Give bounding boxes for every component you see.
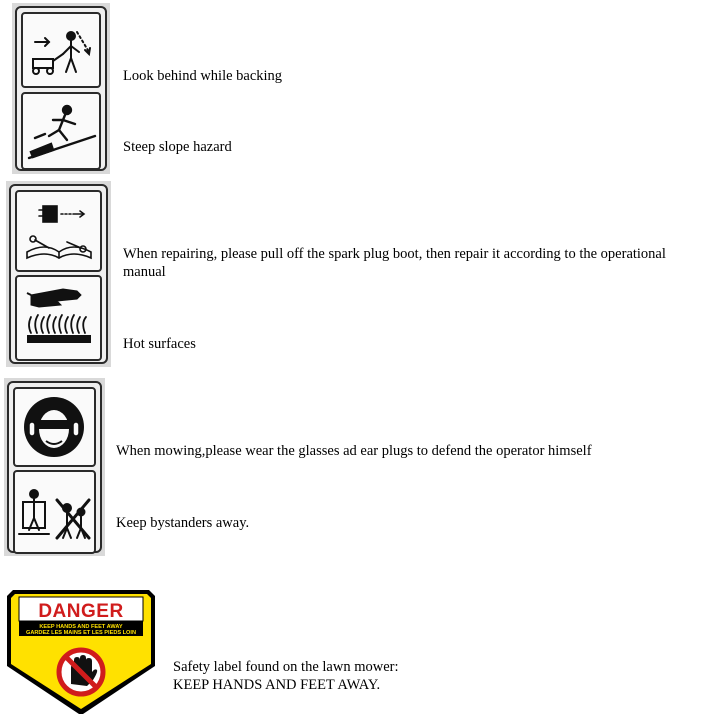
caption-hot-surfaces: Hot surfaces xyxy=(123,336,196,352)
safety-decal-2 xyxy=(6,181,111,367)
slope-hazard-icon xyxy=(21,92,101,170)
label-caption xyxy=(173,658,399,694)
spark-plug-manual-icon xyxy=(15,190,102,272)
look-behind-icon xyxy=(21,12,101,88)
danger-line-english: KEEP HANDS AND FEET AWAY xyxy=(39,624,123,630)
hot-surface-icon xyxy=(15,275,102,361)
caption-steep-slope: Steep slope hazard xyxy=(123,139,232,155)
caption-keep-bystanders: Keep bystanders away. xyxy=(116,515,250,531)
keep-bystanders-away-icon xyxy=(13,470,96,554)
caption-spark-plug: When repairing, please pull off the spark plug boot, then repair it according to the operational manual xyxy=(123,246,666,280)
label-caption-line1: Safety label found on the lawn mower: xyxy=(173,659,399,675)
danger-line-french: GARDEZ LES MAINS ET LES PIEDS LOIN xyxy=(25,630,137,636)
caption-glasses-ear-plugs: When mowing,please wear the glasses ad ear plugs to defend the operator himself xyxy=(116,443,592,459)
eye-ear-protection-icon xyxy=(13,387,96,467)
danger-title: DANGER xyxy=(38,601,124,622)
caption-look-behind: Look behind while backing xyxy=(123,68,283,84)
no-hand-icon xyxy=(59,650,103,694)
safety-decal-1 xyxy=(12,3,110,174)
safety-decal-3 xyxy=(4,378,105,556)
danger-label xyxy=(5,588,157,716)
label-caption-line2: KEEP HANDS AND FEET AWAY. xyxy=(173,677,381,693)
